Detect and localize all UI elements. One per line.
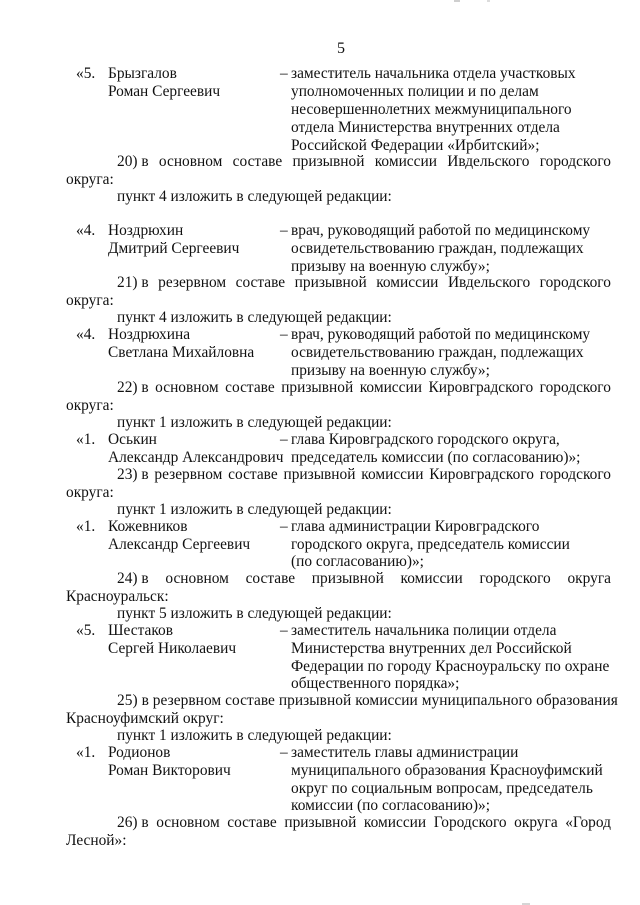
entry-desc-line: (по согласованию)»; — [291, 553, 424, 570]
entry-surname: Шестаков — [108, 622, 173, 639]
dash: – — [280, 222, 288, 239]
word: комиссии — [363, 814, 427, 831]
dash: – — [280, 326, 288, 343]
word: составе — [245, 570, 296, 587]
paragraph-24-end: Красноуральск: — [66, 588, 169, 605]
entry-desc-line: Федерации по городу Красноуральску по охране — [291, 658, 610, 675]
word: 23) в — [117, 466, 149, 483]
entry-name: Александр Сергеевич — [108, 536, 251, 553]
dash: – — [280, 622, 288, 639]
page-number: 5 — [337, 40, 345, 57]
instruction-line: пункт 1 изложить в следующей редакции: — [117, 501, 392, 518]
entry-desc-line: заместитель начальника полиции отдела — [291, 622, 557, 639]
word: комиссии — [376, 274, 439, 291]
word: основном — [165, 570, 229, 587]
word: призывной — [294, 274, 367, 291]
word: основном — [158, 153, 223, 170]
entry-desc-line: муниципального образования Красноуфимский — [291, 762, 603, 779]
instruction-line: пункт 1 изложить в следующей редакции: — [117, 727, 392, 744]
entry-desc-line: уполномоченных полиции и по делам — [291, 83, 539, 100]
entry-surname: Ноздрюхина — [108, 326, 191, 343]
paragraph-25-line: 25) в резервном составе призывной комиссии муниципального образования — [117, 692, 618, 709]
entry-name: Дмитрий Сергеевич — [108, 240, 240, 257]
word: Кировградского — [429, 466, 534, 483]
dash: – — [280, 744, 288, 761]
paragraph-25-end: Красноуфимский округ: — [66, 710, 224, 727]
entry-name: Роман Викторович — [108, 762, 231, 779]
entry-number: «4. — [76, 222, 96, 239]
entry-desc-line: округ по социальным вопросам, председатель — [291, 780, 593, 797]
word: комиссии — [359, 379, 422, 396]
entry-desc-line: заместитель главы администрации — [291, 744, 519, 761]
word: составе — [232, 153, 283, 170]
word: городского — [479, 570, 551, 587]
entry-surname: Брызгалов — [108, 65, 177, 82]
entry-number: «5. — [76, 622, 96, 639]
entry-desc-line: глава администрации Кировградского — [291, 518, 540, 535]
word: составе — [227, 814, 277, 831]
dash: – — [280, 65, 288, 82]
instruction-line: пункт 1 изложить в следующей редакции: — [117, 414, 392, 431]
word: 21) в — [117, 274, 149, 291]
paragraph-20-line — [117, 153, 611, 171]
entry-desc-line: отдела Министерства внутренних отдела — [291, 119, 560, 136]
word: 24) в — [117, 570, 149, 587]
entry-desc-line: глава Кировградского городского округа, — [291, 431, 560, 448]
word: призывной — [292, 153, 365, 170]
entry-desc-line: несовершеннолетних межмуниципального — [291, 101, 572, 118]
word: Кировградского — [428, 379, 534, 396]
entry-desc-line: городского округа, председатель комиссии — [291, 536, 570, 553]
word: городского — [539, 274, 611, 291]
entry-number: «4. — [76, 326, 96, 343]
instruction-line: пункт 4 изложить в следующей редакции: — [117, 309, 392, 326]
scan-mark — [454, 0, 460, 2]
entry-desc-line: освидетельствованию граждан, подлежащих — [291, 344, 584, 361]
word: составе — [235, 274, 286, 291]
instruction-line: пункт 5 изложить в следующей редакции: — [117, 605, 392, 622]
entry-number: «5. — [76, 65, 96, 82]
paragraph-23-end: округа: — [66, 484, 114, 501]
instruction-line: пункт 4 изложить в следующей редакции: — [117, 188, 392, 205]
entry-name: Александр Александрович — [108, 449, 284, 466]
word: комиссии — [374, 153, 437, 170]
word: основном — [156, 814, 220, 831]
entry-desc-line: комиссии (по согласованию)»; — [291, 797, 491, 814]
paragraph-23-line — [117, 466, 611, 484]
entry-name: Светлана Михайловна — [108, 344, 255, 361]
entry-surname: Оськин — [108, 431, 157, 448]
word: составе — [228, 466, 278, 483]
word: округа — [514, 814, 558, 831]
word: призывной — [284, 814, 357, 831]
dash: – — [280, 518, 288, 535]
word: призывной — [283, 466, 356, 483]
entry-number: «1. — [76, 431, 96, 448]
scan-mark — [487, 0, 490, 2]
word: комиссии — [361, 466, 424, 483]
word: резервном — [158, 274, 227, 291]
word: основном — [155, 379, 219, 396]
word: призывной — [311, 570, 384, 587]
paragraph-21-line — [117, 274, 611, 292]
paragraph-21-end: округа: — [66, 292, 114, 309]
entry-desc-line: освидетельствованию граждан, подлежащих — [291, 240, 584, 257]
entry-desc-line: председатель комиссии (по согласованию)»; — [291, 449, 581, 466]
word: 20) в — [117, 153, 149, 170]
word: округа — [567, 570, 611, 587]
word: 26) в — [117, 814, 149, 831]
entry-number: «1. — [76, 518, 96, 535]
paragraph-22-line — [117, 379, 611, 397]
paragraph-26-line — [117, 814, 611, 832]
paragraph-26-end: Лесной»: — [66, 832, 127, 849]
entry-surname: Родионов — [108, 744, 171, 761]
paragraph-24-line — [117, 570, 611, 588]
entry-desc-line: врач, руководящий работой по медицинскому — [291, 222, 591, 239]
entry-name: Роман Сергеевич — [108, 83, 221, 100]
word: городского — [539, 466, 611, 483]
paragraph-22-end: округа: — [66, 397, 114, 414]
word: 22) в — [117, 379, 149, 396]
word: Ивдельского — [447, 274, 531, 291]
word: «Город — [565, 814, 611, 831]
word: городского — [539, 379, 611, 396]
paragraph-20-end: округа: — [66, 171, 114, 188]
word: комиссии — [400, 570, 463, 587]
word: составе — [225, 379, 275, 396]
word: Городского — [433, 814, 507, 831]
entry-number: «1. — [76, 744, 96, 761]
word: Ивдельского — [447, 153, 530, 170]
word: призывной — [281, 379, 354, 396]
entry-desc-line: заместитель начальника отдела участковых — [291, 65, 576, 82]
word: городского — [539, 153, 611, 170]
entry-desc-line: врач, руководящий работой по медицинскому — [291, 326, 591, 343]
dash: – — [280, 431, 288, 448]
entry-desc-line: Министерства внутренних дел Российской — [291, 640, 572, 657]
word: резервном — [154, 466, 223, 483]
entry-desc-line: Российской Федерации «Ирбитский»; — [291, 137, 540, 154]
entry-desc-line: общественного порядка»; — [291, 675, 460, 692]
entry-surname: Ноздрюхин — [108, 222, 184, 239]
entry-name: Сергей Николаевич — [108, 640, 237, 657]
entry-desc-line: призыву на военную службу»; — [291, 258, 490, 275]
entry-desc-line: призыву на военную службу»; — [291, 362, 490, 379]
entry-surname: Кожевников — [108, 518, 188, 535]
